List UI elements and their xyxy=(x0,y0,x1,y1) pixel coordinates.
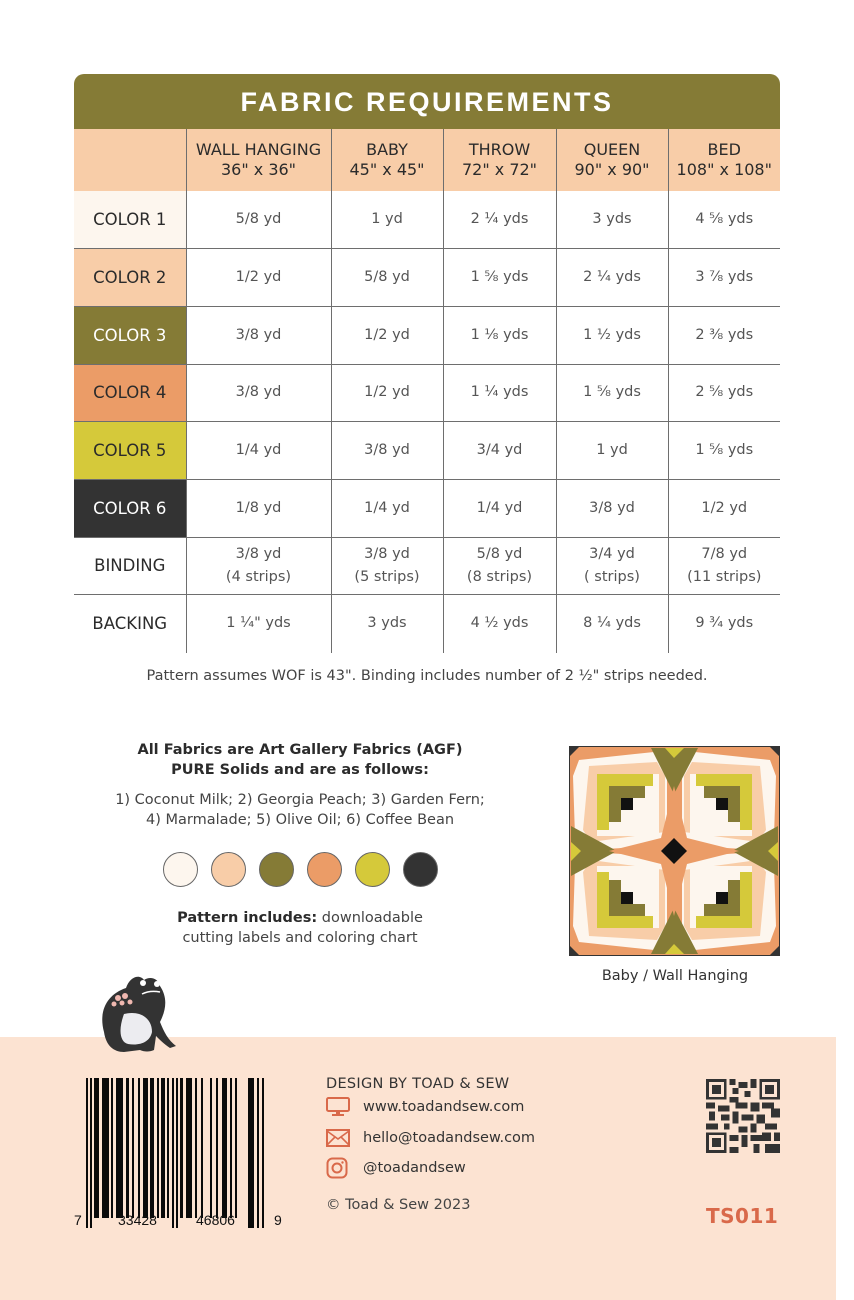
header-empty xyxy=(74,129,186,191)
table-cell: 3/8 yd (5 strips) xyxy=(331,537,443,595)
table-cell: 1/4 yd xyxy=(186,422,331,480)
table-cell: 2 ¼ yds xyxy=(556,249,668,307)
designer-credit: DESIGN BY TOAD & SEW xyxy=(326,1076,510,1092)
wof-note: Pattern assumes WOF is 43". Binding includes number of 2 ½" strips needed. xyxy=(146,668,708,684)
table-cell: 3/8 yd (4 strips) xyxy=(186,537,331,595)
quilt-block-image xyxy=(569,746,780,956)
instagram-icon xyxy=(326,1157,352,1179)
table-cell: 3/8 yd xyxy=(186,306,331,364)
row-label: COLOR 4 xyxy=(74,364,186,422)
monitor-icon xyxy=(326,1096,352,1118)
color-swatch-3 xyxy=(259,852,294,887)
header-throw: THROW 72" x 72" xyxy=(443,129,556,191)
table-cell: 5/8 yd (8 strips) xyxy=(443,537,556,595)
website-link[interactable]: www.toadandsew.com xyxy=(326,1092,535,1123)
barcode-digit-2: 33428 xyxy=(118,1212,157,1228)
copyright: © Toad & Sew 2023 xyxy=(326,1196,471,1213)
table-cell: 1 yd xyxy=(331,191,443,249)
table-cell: 1 ⅝ yds xyxy=(443,249,556,307)
color-swatch-1 xyxy=(163,852,198,887)
header-wall-hanging: WALL HANGING 36" x 36" xyxy=(186,129,331,191)
table-cell: 2 ¼ yds xyxy=(443,191,556,249)
table-header-row xyxy=(74,129,780,191)
color-swatches xyxy=(100,852,500,888)
table-row xyxy=(74,191,780,249)
table-cell: 3 yds xyxy=(556,191,668,249)
row-label: BINDING xyxy=(74,537,186,595)
table-row xyxy=(74,364,780,422)
email-link[interactable]: hello@toadandsew.com xyxy=(326,1123,535,1154)
row-label: COLOR 6 xyxy=(74,479,186,537)
table-cell: 1/2 yd xyxy=(331,364,443,422)
contact-block xyxy=(326,1076,535,1213)
table-cell: 8 ¼ yds xyxy=(556,595,668,653)
toad-logo-icon xyxy=(84,970,180,1066)
table-cell: 1/8 yd xyxy=(186,479,331,537)
sku-code: TS011 xyxy=(706,1204,779,1228)
table-cell: 2 ⅝ yds xyxy=(668,364,780,422)
table-cell: 3/4 yd xyxy=(443,422,556,480)
table-cell: 3/4 yd ( strips) xyxy=(556,537,668,595)
fabric-heading: All Fabrics are Art Gallery Fabrics (AGF) PURE Solids and are as follows: xyxy=(137,742,463,778)
header-bed: BED 108" x 108" xyxy=(668,129,780,191)
fabric-names: 1) Coconut Milk; 2) Georgia Peach; 3) Garden Fern; 4) Marmalade; 5) Olive Oil; 6) Coffee Bean xyxy=(115,792,485,828)
barcode-digit-4: 9 xyxy=(274,1212,282,1228)
table-cell: 1/2 yd xyxy=(331,306,443,364)
color-swatch-5 xyxy=(355,852,390,887)
header-baby: BABY 45" x 45" xyxy=(331,129,443,191)
qr-code xyxy=(706,1079,780,1153)
table-cell: 4 ½ yds xyxy=(443,595,556,653)
table-cell: 3/8 yd xyxy=(556,479,668,537)
table-row xyxy=(74,479,780,537)
fabric-info xyxy=(100,740,500,948)
table-cell: 3 yds xyxy=(331,595,443,653)
table-row xyxy=(74,595,780,653)
color-swatch-4 xyxy=(307,852,342,887)
fabric-requirements-table xyxy=(74,74,780,653)
row-label: COLOR 1 xyxy=(74,191,186,249)
table-row xyxy=(74,422,780,480)
table-cell: 3/8 yd xyxy=(331,422,443,480)
table-cell: 3 ⅞ yds xyxy=(668,249,780,307)
table-cell: 1 ¼ yds xyxy=(443,364,556,422)
table-cell: 1/4 yd xyxy=(331,479,443,537)
row-label: COLOR 5 xyxy=(74,422,186,480)
table-row xyxy=(74,249,780,307)
instagram-link[interactable]: @toadandsew xyxy=(326,1153,535,1184)
row-label: COLOR 2 xyxy=(74,249,186,307)
envelope-icon xyxy=(326,1127,352,1149)
pattern-includes: Pattern includes: downloadable cutting labels and coloring chart xyxy=(177,910,423,946)
table-cell: 3/8 yd xyxy=(186,364,331,422)
table-row xyxy=(74,537,780,595)
barcode xyxy=(86,1078,286,1233)
table-cell: 1 ¼" yds xyxy=(186,595,331,653)
color-swatch-6 xyxy=(403,852,438,887)
barcode-digit-3: 46806 xyxy=(196,1212,235,1228)
row-label: COLOR 3 xyxy=(74,306,186,364)
table-row xyxy=(74,306,780,364)
table-cell: 2 ⅜ yds xyxy=(668,306,780,364)
table-cell: 1 ⅝ yds xyxy=(668,422,780,480)
table-cell: 1 yd xyxy=(556,422,668,480)
barcode-digit-1: 7 xyxy=(74,1212,82,1228)
row-label: BACKING xyxy=(74,595,186,653)
table-cell: 1 ⅝ yds xyxy=(556,364,668,422)
table-cell: 1/4 yd xyxy=(443,479,556,537)
table-cell: 4 ⅝ yds xyxy=(668,191,780,249)
table-cell: 5/8 yd xyxy=(331,249,443,307)
table-cell: 5/8 yd xyxy=(186,191,331,249)
table-cell: 1/2 yd xyxy=(668,479,780,537)
table-cell: 1/2 yd xyxy=(186,249,331,307)
color-swatch-2 xyxy=(211,852,246,887)
header-queen: QUEEN 90" x 90" xyxy=(556,129,668,191)
table-cell: 1 ½ yds xyxy=(556,306,668,364)
table-title: FABRIC REQUIREMENTS xyxy=(74,74,780,129)
quilt-caption: Baby / Wall Hanging xyxy=(601,968,749,984)
table-cell: 9 ¾ yds xyxy=(668,595,780,653)
table-cell: 1 ⅛ yds xyxy=(443,306,556,364)
table-cell: 7/8 yd (11 strips) xyxy=(668,537,780,595)
